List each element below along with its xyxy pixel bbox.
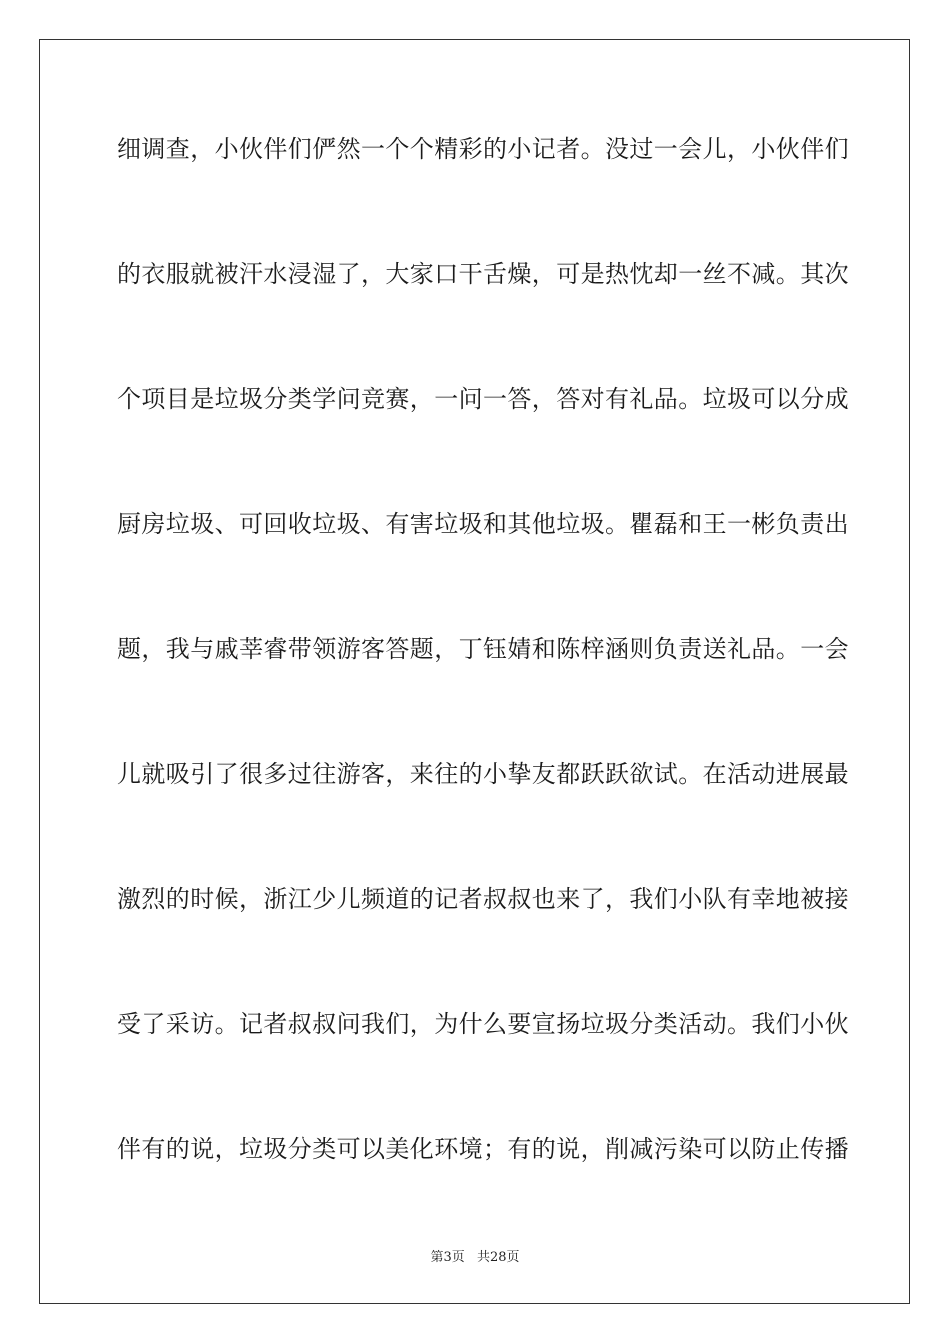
text-line: 激烈的时候，浙江少儿频道的记者叔叔也来了，我们小队有幸地被接 bbox=[117, 885, 849, 913]
page-number-current: 第3页 bbox=[430, 1250, 465, 1265]
text-line: 受了采访。记者叔叔问我们，为什么要宣扬垃圾分类活动。我们小伙 bbox=[117, 1010, 849, 1038]
text-line: 的衣服就被汗水浸湿了，大家口干舌燥，可是热忱却一丝不减。其次 bbox=[117, 260, 849, 288]
document-body bbox=[117, 118, 849, 1243]
text-line: 个项目是垃圾分类学问竞赛，一问一答，答对有礼品。垃圾可以分成 bbox=[117, 385, 849, 413]
page-number-total: 共28页 bbox=[476, 1250, 520, 1265]
text-line: 题，我与戚莘睿带领游客答题，丁钰婧和陈梓涵则负责送礼品。一会 bbox=[117, 635, 849, 663]
text-line: 厨房垃圾、可回收垃圾、有害垃圾和其他垃圾。瞿磊和王一彬负责出 bbox=[117, 510, 849, 538]
text-line: 儿就吸引了很多过往游客，来往的小挚友都跃跃欲试。在活动进展最 bbox=[117, 760, 849, 788]
text-line: 细调查，小伙伴们俨然一个个精彩的小记者。没过一会儿，小伙伴们 bbox=[117, 135, 849, 163]
page-footer bbox=[0, 1246, 950, 1265]
text-line: 伴有的说，垃圾分类可以美化环境；有的说，削减污染可以防止传播 bbox=[117, 1135, 849, 1163]
